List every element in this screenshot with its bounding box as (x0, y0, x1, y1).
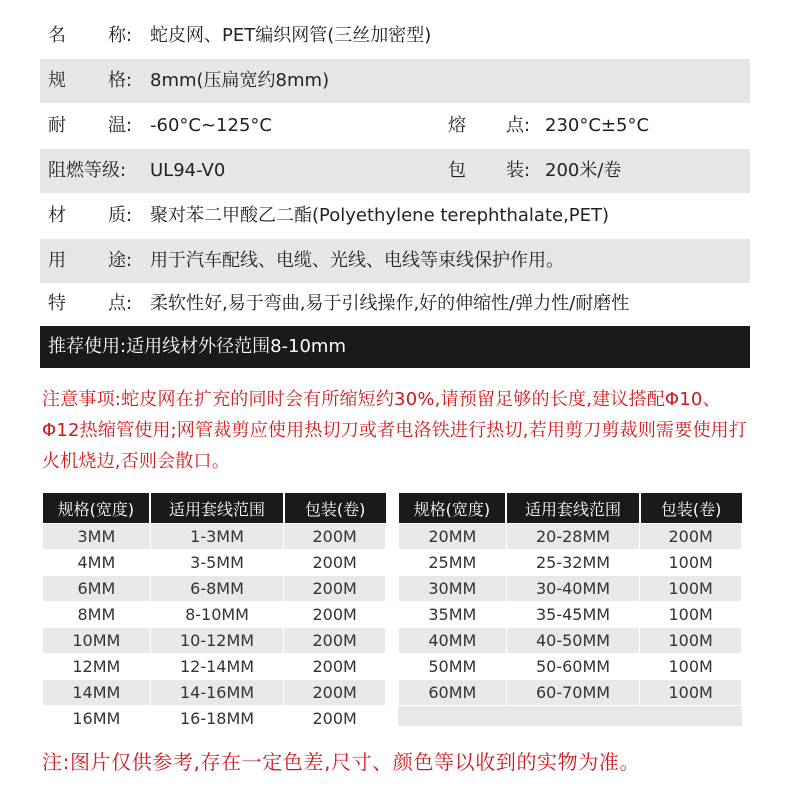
cell-range: 20-28MM (506, 524, 640, 550)
table-row (43, 680, 386, 706)
cell-package: 100M (640, 680, 742, 706)
spec-key: 温: (108, 115, 133, 136)
spec-key: 特 (48, 293, 66, 314)
cell-range: 50-60MM (506, 654, 640, 680)
spec-value: 柔软性好,易于弯曲,易于引线操作,好的伸缩性/弹力性/耐磨性 (150, 293, 630, 314)
table-row (399, 576, 742, 602)
cell-spec: 40MM (399, 628, 507, 654)
cell-range: 30-40MM (506, 576, 640, 602)
spec-value: -60°C~125°C (150, 115, 272, 136)
cell-spec: 8MM (43, 602, 151, 628)
spec-value: 8mm(压扁宽约8mm) (150, 70, 330, 91)
table-header-row (399, 493, 742, 524)
table-row (43, 576, 386, 602)
table-row (43, 550, 386, 576)
spec-value: 230°C±5°C (545, 115, 650, 136)
cell-package: 200M (284, 628, 386, 654)
cell-spec: 16MM (43, 706, 151, 732)
spec-key: 熔 (448, 115, 466, 136)
header-package: 包装(卷) (640, 493, 742, 524)
table-row (399, 654, 742, 680)
spec-value: UL94-V0 (150, 160, 226, 181)
cell-spec: 12MM (43, 654, 151, 680)
cell-spec: 50MM (399, 654, 507, 680)
table-header-row (43, 493, 386, 524)
spec-value: 用于汽车配线、电缆、光线、电线等束线保护作用。 (150, 250, 564, 271)
cell-package: 200M (284, 576, 386, 602)
cell-package: 100M (640, 576, 742, 602)
cell-range: 16-18MM (150, 706, 284, 732)
header-range: 适用套线范围 (506, 493, 640, 524)
recommend-banner (40, 326, 750, 368)
spec-value: 蛇皮网、PET编织网管(三丝加密型) (150, 25, 432, 46)
header-range: 适用套线范围 (150, 493, 284, 524)
header-spec: 规格(宽度) (43, 493, 151, 524)
spec-key: 用 (48, 250, 66, 271)
spec-key: 包 (448, 160, 466, 181)
notice-text: 注意事项:蛇皮网在扩充的同时会有所缩短约30%,请预留足够的长度,建议搭配Φ10、Φ12热缩管使用;网管裁剪应使用热切刀或者电洛铁进行热切,若用剪刀剪裁则需要使用打火机烧边,否则会散口。 (42, 389, 748, 472)
header-spec: 规格(宽度) (399, 493, 507, 524)
cell-package: 100M (640, 654, 742, 680)
size-table-left (42, 493, 386, 732)
cell-package: 100M (640, 550, 742, 576)
spec-row-temperature (40, 104, 750, 148)
spec-key: 质: (108, 205, 133, 226)
spec-row-size (40, 59, 750, 103)
cell-package: 100M (640, 602, 742, 628)
cell-range: 25-32MM (506, 550, 640, 576)
table-row (43, 654, 386, 680)
cell-range: 10-12MM (150, 628, 284, 654)
spec-key: 阻燃等级: (48, 160, 127, 181)
footer-disclaimer: 注:图片仅供参考,存在一定色差,尺寸、颜色等以收到的实物为准。 (42, 750, 641, 774)
spec-key: 材 (48, 205, 66, 226)
cell-spec: 4MM (43, 550, 151, 576)
spec-key: 点: (506, 115, 531, 136)
cell-package: 100M (640, 628, 742, 654)
table-row (399, 550, 742, 576)
table-row (399, 524, 742, 550)
spec-value: 200米/卷 (545, 160, 622, 181)
cell-spec: 30MM (399, 576, 507, 602)
cell-spec: 60MM (399, 680, 507, 706)
cell-spec: 14MM (43, 680, 151, 706)
header-package: 包装(卷) (284, 493, 386, 524)
cell-package: 200M (284, 524, 386, 550)
table-row (399, 602, 742, 628)
cell-package: 200M (284, 680, 386, 706)
spec-key: 点: (108, 293, 133, 314)
spec-row-usage (40, 239, 750, 283)
cell-range: 3-5MM (150, 550, 284, 576)
spec-row-features (40, 282, 750, 326)
cell-range: 60-70MM (506, 680, 640, 706)
spec-row-material (40, 194, 750, 238)
cell-range: 1-3MM (150, 524, 284, 550)
cell-range: 12-14MM (150, 654, 284, 680)
cell-package: 200M (284, 550, 386, 576)
cell-package: 200M (284, 706, 386, 732)
cell-range: 40-50MM (506, 628, 640, 654)
cell-spec: 6MM (43, 576, 151, 602)
spec-row-flame-rating (40, 149, 750, 193)
cell-range: 35-45MM (506, 602, 640, 628)
spec-key: 途: (108, 250, 133, 271)
spec-key: 耐 (48, 115, 66, 136)
cell-range: 8-10MM (150, 602, 284, 628)
cell-package: 200M (284, 602, 386, 628)
spec-value: 聚对苯二甲酸乙二酯(Polyethylene terephthalate,PET) (150, 205, 610, 226)
spec-key: 名 (48, 25, 66, 46)
size-table-right (398, 493, 742, 706)
cell-spec: 25MM (399, 550, 507, 576)
cell-spec: 10MM (43, 628, 151, 654)
table-row (43, 602, 386, 628)
table-row (43, 628, 386, 654)
spec-key: 称: (108, 25, 133, 46)
cell-range: 14-16MM (150, 680, 284, 706)
recommend-text: 推荐使用:适用线材外径范围8-10mm (48, 336, 346, 357)
cell-range: 6-8MM (150, 576, 284, 602)
spec-key: 装: (506, 160, 531, 181)
spec-key: 格: (108, 70, 133, 91)
cell-spec: 20MM (399, 524, 507, 550)
table-row (399, 680, 742, 706)
spec-key: 规 (48, 70, 66, 91)
table-row (43, 706, 386, 732)
cell-package: 200M (284, 654, 386, 680)
table-row (399, 628, 742, 654)
spec-row-name (40, 14, 750, 58)
cell-spec: 35MM (399, 602, 507, 628)
cell-package: 200M (640, 524, 742, 550)
table-row (43, 524, 386, 550)
cell-spec: 3MM (43, 524, 151, 550)
